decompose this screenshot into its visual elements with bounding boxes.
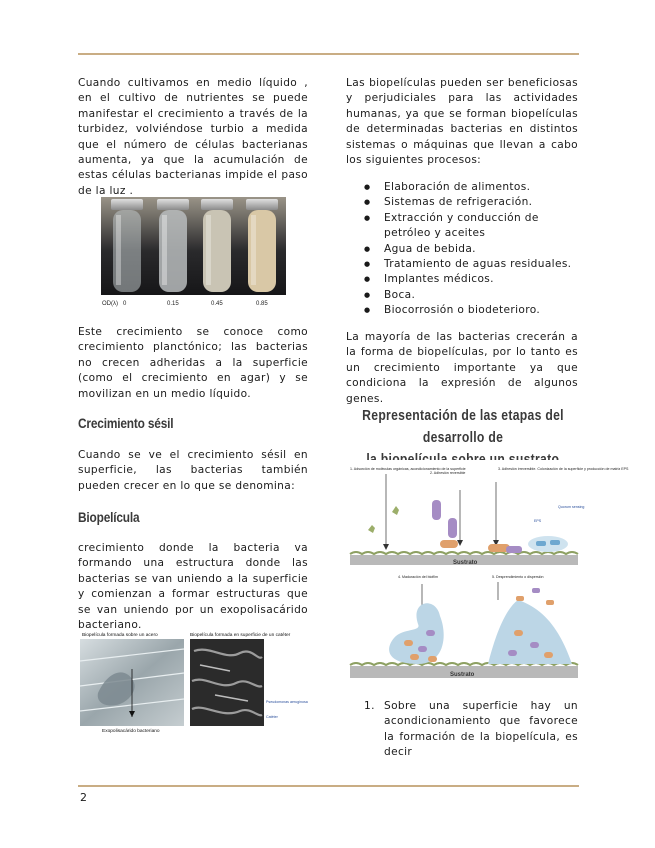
micro-right-caption: Biopelícula formada en superficie de un catéter bbox=[190, 633, 291, 638]
list-item: ● Agua de bebida. bbox=[346, 242, 578, 257]
micro-left-bottom: Exopolisacárido bacteriano bbox=[102, 729, 160, 734]
biofilm-stages-figure bbox=[348, 460, 629, 682]
od-value-4: 0.85 bbox=[256, 301, 268, 307]
process-list bbox=[346, 180, 578, 319]
micro-left-caption: Biopelícula formada sobre un acero bbox=[82, 633, 158, 638]
test-tubes-figure bbox=[101, 197, 286, 308]
page-number: 2 bbox=[80, 791, 87, 804]
list-item: ● Boca. bbox=[346, 288, 578, 303]
heading-biofilm bbox=[78, 510, 308, 525]
left-column bbox=[78, 76, 308, 199]
bottom-rule bbox=[78, 785, 579, 787]
left-column-4 bbox=[78, 541, 308, 633]
numbered-item-1 bbox=[346, 699, 578, 761]
quorum-label: Quorum sensing bbox=[558, 505, 585, 509]
biofilm-stages-diagram bbox=[348, 460, 629, 682]
stage-5-label: 5. Desprendimiento o dispersión bbox=[492, 575, 544, 579]
od-value-2: 0.15 bbox=[167, 301, 179, 307]
test-tubes-image bbox=[101, 197, 286, 308]
left-paragraph-2: Este crecimiento se conoce como crecimiento planctónico; las bacterias no crecen adheridas a la superficie (como el crecimiento en agar) y se movilizan en un medio líquido. bbox=[78, 326, 308, 400]
numbered-item-number: 1. bbox=[364, 700, 375, 712]
list-item: ● Elaboración de alimentos. bbox=[346, 180, 578, 195]
micro-right-note-2: Catéter bbox=[266, 715, 278, 719]
eps-label: EPS bbox=[534, 519, 542, 523]
stage-4-label: 4. Maduración del biofilm bbox=[398, 575, 438, 579]
top-rule bbox=[78, 53, 579, 55]
list-item: ● Tratamiento de aguas residuales. bbox=[346, 257, 578, 272]
list-item: ● Sistemas de refrigeración. bbox=[346, 195, 578, 210]
right-column bbox=[346, 76, 578, 168]
list-item: ● Implantes médicos. bbox=[346, 272, 578, 287]
micro-right-note-1: Pseudomonas aeruginosa bbox=[266, 700, 308, 704]
od-value-1: 0 bbox=[123, 301, 127, 307]
stage-2-label: 2. Adhesión reversible bbox=[430, 471, 466, 475]
micrograph-image bbox=[80, 631, 308, 734]
od-value-3: 0.45 bbox=[211, 301, 223, 307]
stage-1-label: 1. Adsorción de moléculas orgánicas, acondicionamiento de la superficie bbox=[350, 467, 466, 471]
stage-3-label: 3. Adhesión irreversible. Colonización de la superficie y producción de matriz EPS bbox=[498, 467, 629, 471]
heading-crecimiento-sesil: Crecimiento sésil bbox=[78, 416, 174, 431]
numbered-list bbox=[346, 699, 578, 761]
left-paragraph-3: Cuando se ve el crecimiento sésil en superficie, las bacterias también pueden crecer en lo que se denomina: bbox=[78, 449, 308, 492]
sustrato-label-top: Sustrato bbox=[453, 560, 478, 566]
list-item: ● Biocorrosión o biodeterioro. bbox=[346, 303, 578, 318]
right-paragraph-1: Las biopelículas pueden ser beneficiosas y perjudiciales para las actividades humanas, ya que se forman biopelículas de determinadas bacterias en distintos sistemas o máquinas que llevan a cabo los siguientes procesos: bbox=[346, 77, 578, 167]
left-column-3 bbox=[78, 448, 308, 494]
sustrato-label-bottom: Sustrato bbox=[450, 672, 475, 678]
numbered-item-text: Sobre una superficie hay un acondicionamiento que favorece la formación de la biopelícula, es decir bbox=[384, 700, 578, 759]
figure-title-line-1: Representación de las etapas del desarrollo de bbox=[362, 408, 564, 446]
left-column-2 bbox=[78, 325, 308, 402]
left-paragraph-4: crecimiento donde la bacteria va formando una estructura donde las bacterias se van uniendo a la superficie y comienzan a formar estructuras que se van uniendo por un exopolisacárido bacteriano. bbox=[78, 542, 308, 632]
heading-sessile bbox=[78, 416, 308, 431]
heading-biopelicula: Biopelícula bbox=[78, 510, 140, 525]
micrograph-figure bbox=[80, 631, 308, 734]
right-paragraph-2: La mayoría de las bacterias crecerán a la forma de biopelículas, por lo tanto es un crecimiento importante ya que condiciona la expresión de algunos genes. bbox=[346, 331, 578, 405]
od-axis-label: OD(λ) bbox=[102, 301, 118, 307]
list-item: ● Extracción y conducción de petróleo y aceites bbox=[346, 211, 578, 242]
left-paragraph-1: Cuando cultivamos en medio líquido , en el cultivo de nutrientes se puede manifestar el crecimiento a través de la turbidez, volviéndose turbio a medida que el número de células bacterianas aumenta, ya que la acumulación de estas células bacterianas impide el paso de la luz . bbox=[78, 77, 308, 197]
right-column-2 bbox=[346, 330, 578, 407]
